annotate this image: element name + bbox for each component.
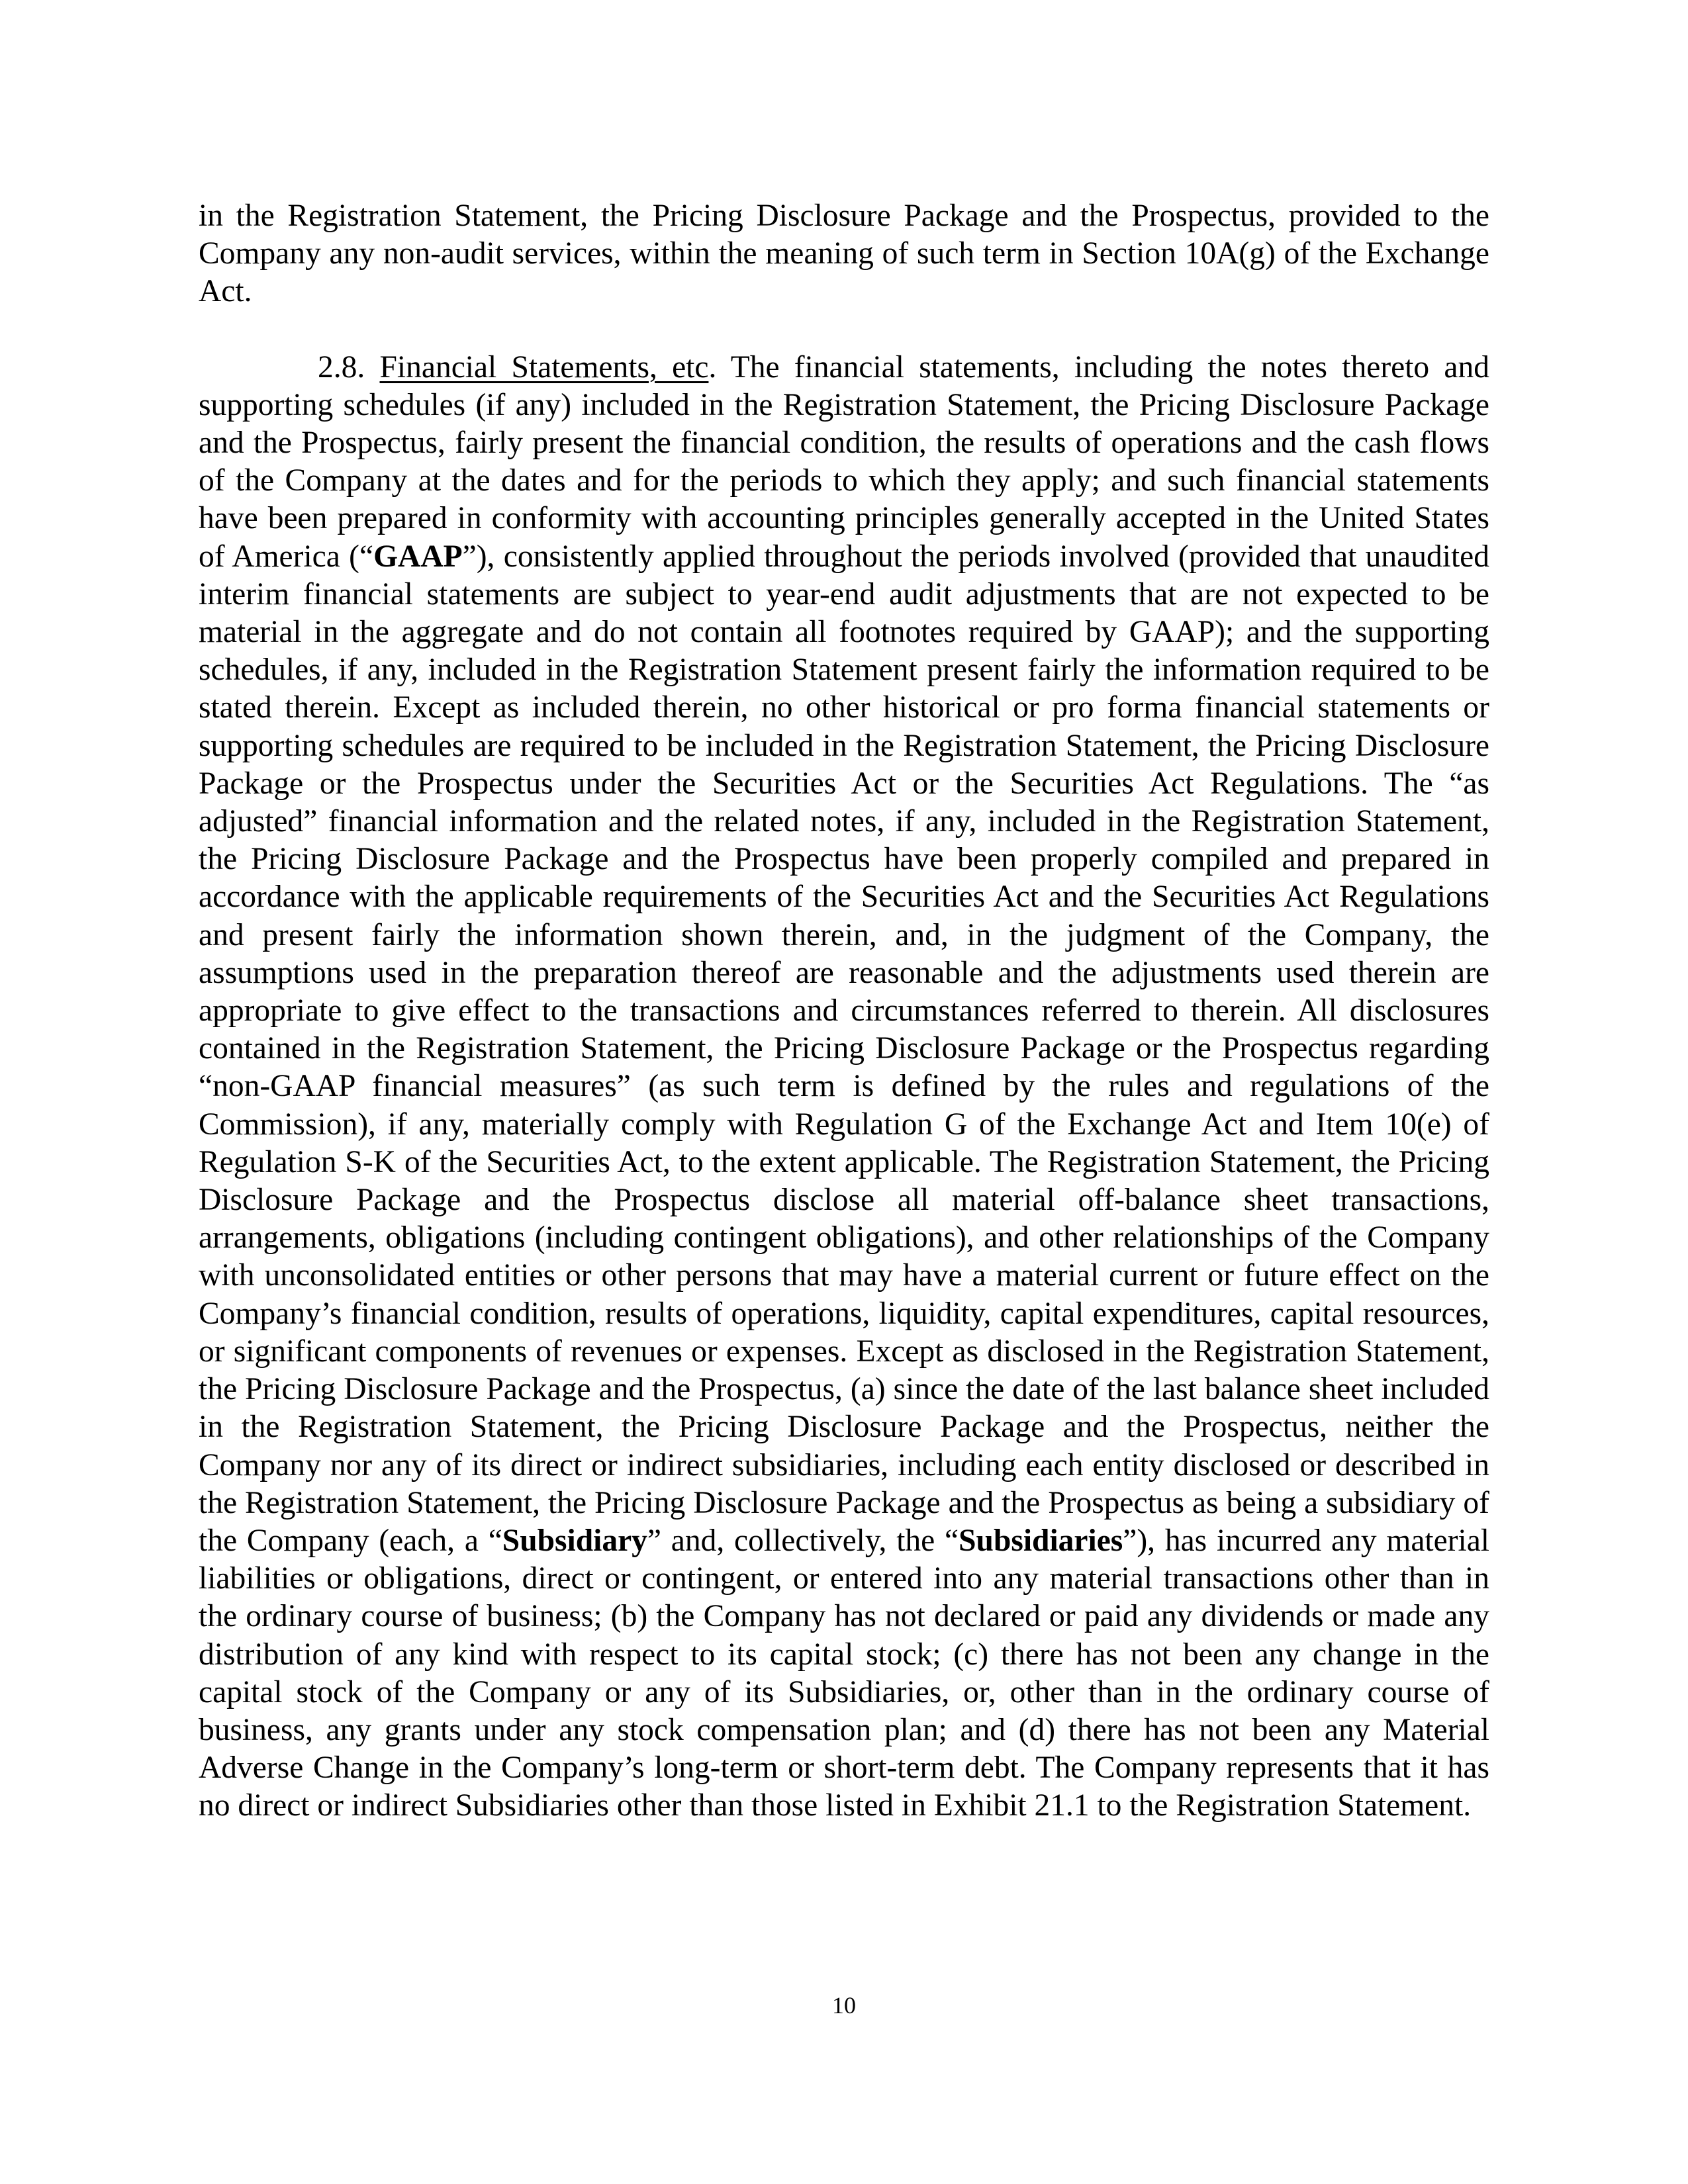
- section-text-part-4: ”), has incurred any material liabilities or obligations, direct or contingent, or entered into any material transactions other than in the ordinary course of business; (b) the Company has not declared or paid any dividends or made any distribution of any kind with respect to its capital stock; (c) there has not been any change in the capital stock of the Company or any of its Subsidiaries, or, other than in the ordinary course of business, any grants under any stock compensation plan; and (d) there has not been any Material Adverse Change in the Company’s long-term or short-term debt. The Company represents that it has no direct or indirect Subsidiaries other than those listed in Exhibit 21.1 to the Registration Statement.: [199, 1523, 1489, 1823]
- section-2-8-paragraph: [199, 349, 1489, 1825]
- section-heading: Financial Statements, etc: [379, 349, 709, 385]
- page-number: 10: [832, 1992, 856, 2019]
- defined-term-subsidiary: Subsidiary: [502, 1523, 647, 1558]
- section-number: 2.8.: [318, 349, 380, 385]
- carryover-paragraph: in the Registration Statement, the Pricing Disclosure Package and the Prospectus, provided to the Company any non-audit services, within the meaning of such term in Section 10A(g) of the Exchange Act.: [199, 199, 1489, 309]
- document-page: [199, 197, 1489, 1825]
- section-text-part-2: ”), consistently applied throughout the periods involved (provided that unaudited interim financial statements are subject to year-end audit adjustments that are not expected to be material in the aggregate and do not contain all footnotes required by GAAP); and the supporting schedules, if any, included in the Registration Statement present fairly the information required to be stated therein. Except as included therein, no other historical or pro forma financial statements or supporting schedules are required to be included in the Registration Statement, the Pricing Disclosure Package or the Prospectus under the Securities Act or the Securities Act Regulations. The “as adjusted” financial information and the related notes, if any, included in the Registration Statement, the Pricing Disclosure Package and the Prospectus have been properly compiled and prepared in accordance with the applicable requirements of the Securities Act and the Securities Act Regulations and present fairly the information shown therein, and, in the judgment of the Company, the assumptions used in the preparation thereof are reasonable and the adjustments used therein are appropriate to give effect to the transactions and circumstances referred to therein. All disclosures contained in the Registration Statement, the Pricing Disclosure Package or the Prospectus regarding “non-GAAP financial measures” (as such term is defined by the rules and regulations of the Commission), if any, materially comply with Regulation G of the Exchange Act and Item 10(e) of Regulation S-K of the Securities Act, to the extent applicable. The Registration Statement, the Pricing Disclosure Package and the Prospectus disclose all material off-balance sheet transactions, arrangements, obligations (including contingent obligations), and other relationships of the Company with unconsolidated entities or other persons that may have a material current or future effect on the Company’s financial condition, results of operations, liquidity, capital expenditures, capital resources, or significant components of revenues or expenses. Except as disclosed in the Registration Statement, the Pricing Disclosure Package and the Prospectus, (a) since the date of the last balance sheet included in the Registration Statement, the Pricing Disclosure Package and the Prospectus, neither the Company nor any of its direct or indirect subsidiaries, including each entity disclosed or described in the Registration Statement, the Pricing Disclosure Package and the Prospectus as being a subsidiary of the Company (each, a “: [199, 539, 1489, 1558]
- section-text-part-3: ” and, collectively, the “: [647, 1523, 959, 1558]
- defined-term-gaap: GAAP: [373, 539, 463, 574]
- section-text-part-1: . The financial statements, including the notes thereto and supporting schedules (if any) included in the Registration Statement, the Pricing Disclosure Package and the Prospectus, fairly present the financial condition, the results of operations and the cash flows of the Company at the dates and for the periods to which they apply; and such financial statements have been prepared in conformity with accounting principles generally accepted in the United States of America (“: [199, 349, 1489, 574]
- defined-term-subsidiaries: Subsidiaries: [959, 1523, 1123, 1558]
